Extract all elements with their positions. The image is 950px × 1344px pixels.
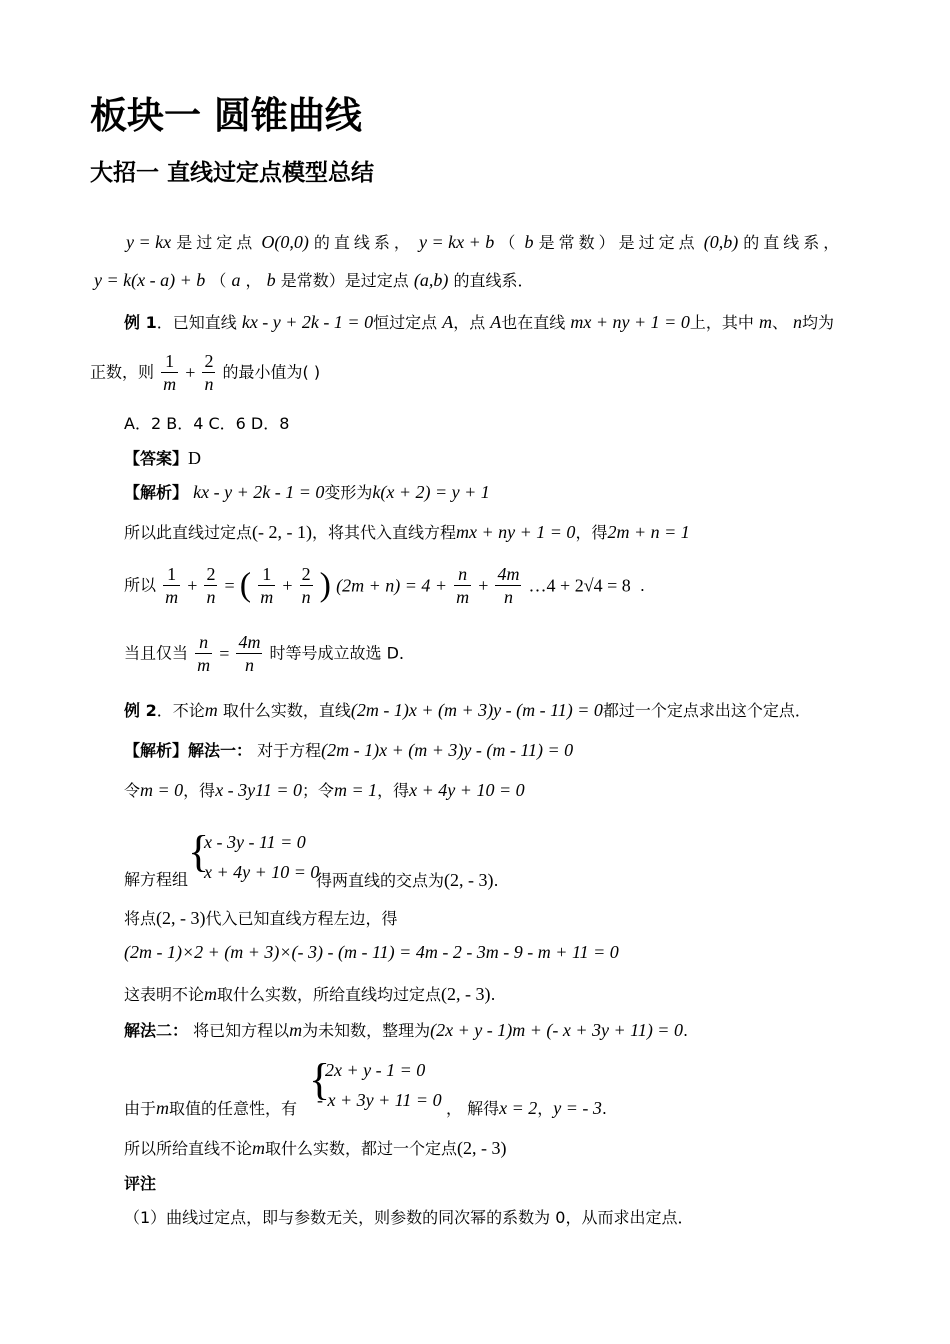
text: 将已知方程以 (193, 1021, 290, 1040)
math-expr: mx + ny + 1 = 0 (456, 522, 576, 542)
numerator: 2 (206, 564, 216, 584)
example-2-solution-line-8-label (124, 1098, 297, 1119)
text: . (493, 871, 499, 890)
numerator: n (195, 631, 212, 654)
math-expr: …4 + 2√4 = 8 (528, 575, 631, 596)
system-equation: x + 4y + 10 = 0 (204, 862, 320, 882)
math-expr: kx - y + 2k - 1 = 0 (241, 312, 374, 332)
text: 由于 (124, 1099, 157, 1118)
operator: + (478, 575, 489, 596)
text: 上，其中 (689, 313, 754, 332)
math-expr: (2m + n) = 4 + (336, 575, 448, 596)
example-1-solution-line-2 (124, 522, 690, 543)
example-2-method-2 (124, 1020, 688, 1041)
math-expr: x + 4y + 10 = 0 (409, 780, 525, 800)
method-label: 解法二： (124, 1021, 189, 1040)
example-2-solution-line-8-result (446, 1098, 607, 1119)
section-subtitle: 大招一 直线过定点模型总结 (90, 160, 375, 186)
text: （ (210, 271, 227, 290)
math-expr: m (252, 1138, 266, 1158)
text: 也在直线 (501, 313, 566, 332)
text: ， 解得 (446, 1099, 500, 1118)
text: 所以所给直线不论 (124, 1139, 253, 1158)
text: 正数，则 (90, 362, 155, 382)
example-2-question (124, 700, 811, 721)
text: 这表明不论 (124, 985, 205, 1004)
math-expr: m = 1 (334, 780, 378, 800)
math-expr: (a,b) (413, 270, 449, 290)
text: 为未知数，整理为 (302, 1021, 431, 1040)
example-1-solution-line-3 (124, 562, 645, 609)
math-expr: x - 3y11 = 0 (215, 780, 302, 800)
text: 所以 (124, 575, 157, 595)
fraction (195, 631, 212, 676)
denominator: m (197, 655, 211, 675)
text: 是常数）是过定点 (280, 271, 409, 290)
numerator: 1 (161, 350, 178, 373)
example-2-solution-line-6 (124, 984, 496, 1005)
system-equation: x - 3y - 11 = 0 (204, 832, 306, 852)
intro-line-1 (126, 232, 843, 253)
fraction (202, 350, 215, 395)
fraction (495, 563, 521, 608)
fraction (300, 563, 313, 608)
text: ．已知直线 (156, 313, 237, 332)
numerator: n (454, 563, 471, 586)
paren: ) (319, 566, 331, 604)
text: . (682, 1021, 689, 1040)
denominator: n (244, 655, 254, 675)
text: ，得 (575, 523, 608, 542)
math-expr: A (442, 312, 454, 332)
solution-label: 【解析】 (124, 483, 189, 502)
text: ．不论 (156, 701, 205, 720)
text: 取值的任意性，有 (169, 1099, 298, 1118)
example-1-question-cont (90, 350, 320, 395)
math-expr: y = - 3 (553, 1098, 602, 1118)
text: ，得 (183, 781, 216, 800)
math-expr: m (204, 984, 218, 1004)
remark-label: 评注 (124, 1174, 157, 1193)
example-label: 例 1 (124, 313, 157, 332)
math-expr: m (156, 1098, 170, 1118)
fraction (204, 563, 217, 608)
math-expr: (2m - 1)x + (m + 3)y - (m - 11) = 0 (350, 700, 603, 720)
text: 的直线系． (453, 271, 534, 290)
math-expr: m (204, 700, 218, 720)
operator: = (219, 643, 230, 664)
math-expr: m = 0 (140, 780, 184, 800)
example-1-question (124, 312, 834, 333)
math-expr: n (793, 312, 803, 332)
math-expr: x = 2 (499, 1098, 538, 1118)
text: . (639, 575, 645, 595)
text: 时等号成立故选 D． (269, 643, 415, 663)
text: 令 (124, 781, 141, 800)
fraction (161, 350, 178, 395)
example-2-solution-line-2 (124, 780, 525, 801)
text: . (490, 985, 496, 1004)
text: 的最小值为( ) (222, 362, 321, 382)
text: ， (537, 1099, 554, 1118)
answer-label: 【答案】 (124, 449, 189, 468)
example-2-solution-line-3 (316, 870, 499, 891)
text: 当且仅当 (124, 643, 189, 663)
text: 是过定点 (176, 233, 257, 252)
answer-value: D (188, 448, 202, 468)
operator: + (185, 362, 196, 383)
example-2-solution-line-9 (124, 1138, 507, 1159)
denominator: m (260, 587, 274, 607)
denominator: m (165, 587, 179, 607)
example-1-solution-line-1 (124, 482, 490, 503)
text: 变形为 (324, 483, 373, 502)
fraction (163, 563, 180, 608)
operator: + (187, 575, 198, 596)
numerator: 1 (258, 563, 275, 586)
denominator: n (204, 374, 214, 394)
text: 取什么实数，都过一个定点 (265, 1139, 458, 1158)
math-expr: m (289, 1020, 303, 1040)
example-1-solution-line-4 (124, 630, 415, 677)
math-expr: y = kx (126, 232, 172, 252)
math-expr: b (524, 232, 534, 252)
fraction (454, 563, 471, 608)
operator: = (224, 575, 235, 596)
denominator: n (206, 587, 216, 607)
solution-label: 【解析】解法一： (124, 741, 253, 760)
math-expr: A (490, 312, 502, 332)
numerator: 2 (204, 351, 214, 371)
remark-item-1: （1）曲线过定点，即与参数无关，则参数的同次幂的系数为 0，从而求出定点． (124, 1208, 694, 1227)
example-2-solution-line-1 (124, 740, 573, 761)
text: 所以此直线过定点 (124, 523, 253, 542)
math-expr: (2, - 3) (156, 908, 206, 928)
denominator: n (503, 587, 513, 607)
text: 得两直线的交点为 (316, 871, 445, 890)
text: 的直线系， (313, 233, 414, 252)
text: ，得 (377, 781, 410, 800)
intro-line-2 (94, 270, 533, 291)
math-expr: m (758, 312, 772, 332)
example-2-solution-line-5: (2m - 1)×2 + (m + 3)×(- 3) - (m - 11) = 4m - 2 - 3m - 9 - m + 11 = 0 (124, 942, 619, 962)
math-expr: mx + ny + 1 = 0 (570, 312, 690, 332)
math-expr: (- 2, - 1) (252, 522, 312, 542)
numerator: 1 (163, 563, 180, 586)
math-expr: O(0,0) (261, 232, 309, 252)
text: 都过一个定点求出这个定点． (602, 701, 811, 720)
text: ；令 (301, 781, 334, 800)
math-expr: (2, - 3) (444, 870, 494, 890)
text: 的直线系， (743, 233, 844, 252)
text: ，点 (453, 313, 486, 332)
text: 取什么实数，所给直线均过定点 (217, 985, 442, 1004)
numerator: 4m (238, 632, 261, 652)
denominator: m (456, 587, 470, 607)
text: 取什么实数，直线 (222, 701, 351, 720)
math-expr: 2m + n = 1 (607, 522, 690, 542)
math-expr: kx - y + 2k - 1 = 0 (193, 482, 325, 502)
left-brace-icon: { (309, 1055, 331, 1104)
math-expr: (0,b) (703, 232, 739, 252)
example-1-options: A．2 B．4 C．6 D．8 (124, 414, 290, 433)
denominator: m (163, 374, 177, 394)
numerator: 4m (497, 564, 520, 584)
fraction (236, 631, 262, 676)
text: 对于方程 (257, 741, 322, 760)
example-2-solve-label: 解方程组 (124, 870, 189, 889)
example-1-answer (124, 448, 201, 469)
left-brace-icon: { (188, 827, 210, 876)
text: 是常数）是过定点 (538, 233, 699, 252)
text: 均为 (802, 313, 835, 332)
fraction (258, 563, 275, 608)
example-label: 例 2 (124, 701, 157, 720)
math-expr: y = k(x - a) + b (94, 270, 206, 290)
math-expr: y = kx + b (419, 232, 495, 252)
math-expr: (2m - 1)x + (m + 3)y - (m - 11) = 0 (321, 740, 574, 760)
system-equation: - x + 3y + 11 = 0 (317, 1090, 442, 1110)
operator: + (282, 575, 293, 596)
example-2-solution-line-4 (124, 908, 398, 929)
math-expr: k(x + 2) = y + 1 (372, 482, 490, 502)
math-expr: b (266, 270, 276, 290)
system-equation: 2x + y - 1 = 0 (325, 1060, 426, 1080)
paren: ( (239, 566, 252, 604)
text: ，将其代入直线方程 (312, 523, 457, 542)
numerator: 2 (301, 564, 311, 584)
page-title: 板块一 圆锥曲线 (90, 94, 362, 137)
text: 、 (771, 313, 788, 332)
text: ， (245, 271, 262, 290)
denominator: n (301, 587, 311, 607)
text: （ (499, 233, 520, 252)
math-expr: (2x + y - 1)m + (- x + 3y + 11) = 0 (430, 1020, 683, 1040)
text: 恒过定点 (373, 313, 438, 332)
text: 代入已知直线方程左边，得 (205, 909, 398, 928)
text: 将点 (124, 909, 157, 928)
math-expr: (2, - 3) (457, 1138, 507, 1158)
math-expr: (2, - 3) (441, 984, 491, 1004)
math-expr: a (231, 270, 241, 290)
text: . (601, 1099, 607, 1118)
